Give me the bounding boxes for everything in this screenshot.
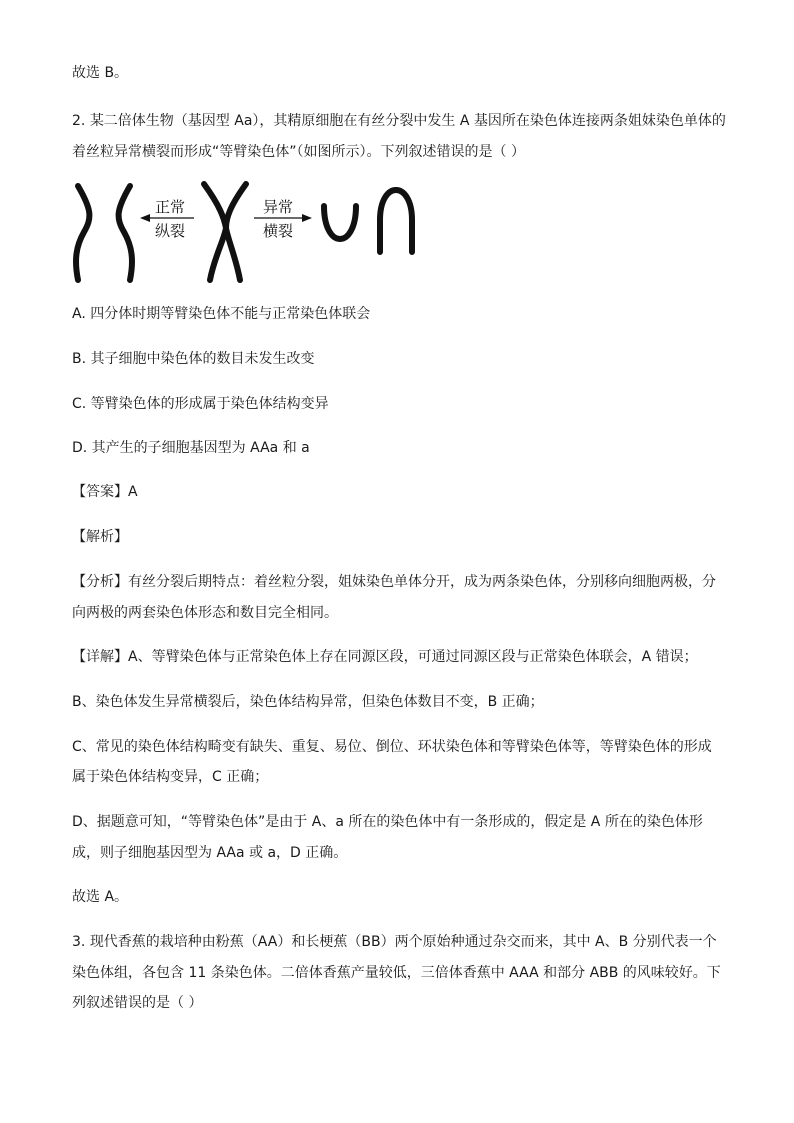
option-a: A. 四分体时期等臂染色体不能与正常染色体联会 xyxy=(72,306,371,322)
option-b: B. 其子细胞中染色体的数目未发生改变 xyxy=(72,351,315,367)
question-3-stem-2: 染色体组，各包含 11 条染色体。二倍体香蕉产量较低，三倍体香蕉中 AAA 和部分 ABB 的风味较好。下 xyxy=(72,965,721,981)
detail-text-b: B、染色体发生异常横裂后，染色体结构异常，但染色体数目不变，B 正确； xyxy=(72,694,544,710)
arch-shaped-arm-icon xyxy=(380,190,412,252)
separated-chromatids-icon xyxy=(76,186,132,280)
detail-text-d-2: 成，则子细胞基因型为 AAa 或 a，D 正确。 xyxy=(72,845,348,861)
right-arrow-top-label: 异常 xyxy=(262,198,294,216)
isochromosome-figure xyxy=(70,180,430,284)
answer-value: A xyxy=(128,484,138,500)
normal-chromosome-icon xyxy=(204,184,246,280)
analysis-text-1: 有丝分裂后期特点：着丝粒分裂，姐妹染色单体分开，成为两条染色体，分别移向细胞两极，分 xyxy=(128,574,716,590)
detail-text-a: A、等臂染色体与正常染色体上存在同源区段，可通过同源区段与正常染色体联会，A 错误； xyxy=(128,649,698,665)
conclusion: 故选 A。 xyxy=(72,889,129,905)
question-3-number: 3. xyxy=(72,934,86,950)
question-stem-2: 着丝粒异常横裂而形成“等臂染色体”（如图所示）。下列叙述错误的是（ ） xyxy=(72,144,525,160)
left-arrow-top-label: 正常 xyxy=(154,198,186,216)
detail-text-c-2: 属于染色体结构变异，C 正确； xyxy=(72,769,269,785)
analysis-label: 【分析】 xyxy=(72,574,128,590)
previous-conclusion: 故选 B。 xyxy=(72,65,129,81)
detail-text-c-1: C、常见的染色体结构畸变有缺失、重复、易位、倒位、环状染色体和等臂染色体等，等臂染色体的形成 xyxy=(72,739,712,755)
u-shaped-arm-icon xyxy=(324,206,356,239)
option-c: C. 等臂染色体的形成属于染色体结构变异 xyxy=(72,396,329,412)
question-2-line-1 xyxy=(72,111,726,131)
question-3-stem-1: 现代香蕉的栽培种由粉蕉（AA）和长梗蕉（BB）两个原始种通过杂交而来，其中 A、B 分别代表一个 xyxy=(89,934,717,950)
detail-text-d-1: D、据题意可知，“等臂染色体”是由于 A、a 所在的染色体中有一条形成的，假定是 A 所在的染色体形 xyxy=(72,814,703,830)
analysis-text-2: 向两极的两套染色体形态和数目完全相同。 xyxy=(72,605,338,621)
option-d: D. 其产生的子细胞基因型为 AAa 和 a xyxy=(72,440,310,456)
analysis-line-1 xyxy=(72,572,716,592)
answer-line xyxy=(72,482,138,502)
detail-label: 【详解】 xyxy=(72,649,128,665)
question-3-stem-3: 列叙述错误的是（ ） xyxy=(72,995,203,1011)
question-number: 2. xyxy=(72,113,86,129)
answer-label: 【答案】 xyxy=(72,484,128,500)
analysis-heading: 【解析】 xyxy=(72,529,128,545)
right-arrow-bottom-label: 横裂 xyxy=(262,222,294,240)
detail-line-a xyxy=(72,647,698,667)
question-3-line-1 xyxy=(72,932,717,952)
question-stem-1: 某二倍体生物（基因型 Aa），其精原细胞在有丝分裂中发生 A 基因所在染色体连接两条姐妹染色单体的 xyxy=(89,113,726,129)
left-arrow-bottom-label: 纵裂 xyxy=(154,222,186,240)
